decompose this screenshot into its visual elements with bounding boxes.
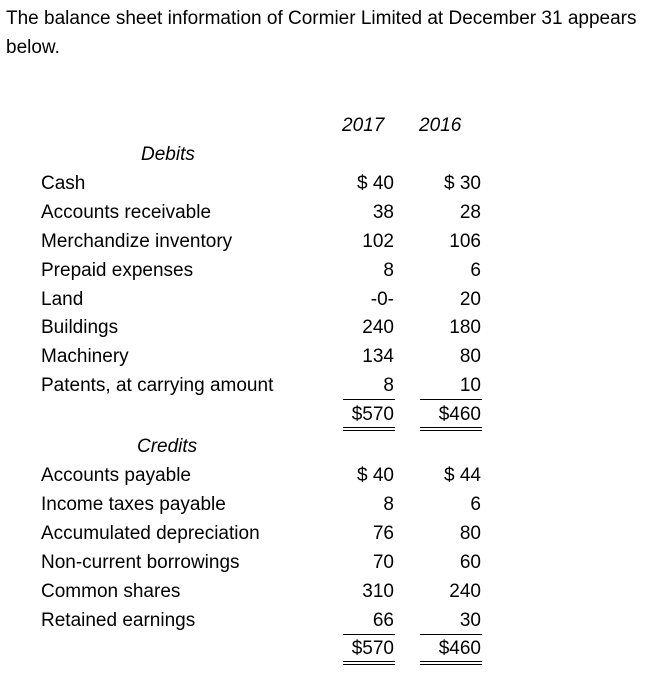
credit-total-double-rule-2016: [420, 661, 482, 665]
debit-row-2016: 20: [459, 289, 481, 310]
debit-row-2017: 8: [383, 260, 394, 281]
year-header-2017: 2017: [342, 115, 385, 136]
debit-subtotal-rule-2017: [343, 399, 395, 400]
credit-row-2017: $ 40: [357, 465, 394, 486]
credit-row-2016: 240: [449, 581, 481, 602]
credit-row-2016: 80: [459, 523, 481, 544]
credit-row-label: Non-current borrowings: [41, 552, 240, 573]
debit-row-2017: 38: [372, 202, 394, 223]
credit-row-2017: 70: [372, 552, 394, 573]
credit-row-2017: 76: [372, 523, 394, 544]
credit-row-2016: $ 44: [444, 465, 481, 486]
credit-row-2017: 66: [372, 610, 394, 631]
debit-row-2017: 8: [383, 375, 394, 396]
debit-total-2016: $460: [438, 404, 481, 425]
credit-row-label: Accumulated depreciation: [41, 523, 260, 544]
debit-row-2017: 102: [362, 231, 394, 252]
credit-row-2017: 8: [383, 494, 394, 515]
credit-row-label: Retained earnings: [41, 610, 196, 631]
debit-row-label: Patents, at carrying amount: [41, 375, 274, 396]
debit-subtotal-rule-2016: [420, 399, 482, 400]
debit-total-double-rule-2016: [420, 427, 482, 431]
credit-total-2017: $570: [351, 638, 394, 659]
debit-row-2016: 180: [449, 317, 481, 338]
debit-row-2016: 10: [459, 375, 481, 396]
debit-row-label: Machinery: [41, 346, 129, 367]
credit-row-2016: 6: [470, 494, 481, 515]
debit-total-double-rule-2017: [343, 427, 395, 431]
debit-row-label: Prepaid expenses: [41, 260, 194, 281]
credit-row-label: Income taxes payable: [41, 494, 226, 515]
credits-heading: Credits: [137, 436, 198, 457]
year-header-2016: 2016: [419, 115, 462, 136]
debit-row-label: Cash: [41, 173, 86, 194]
debit-row-2016: 106: [449, 231, 481, 252]
debit-row-label: Land: [41, 289, 84, 310]
credit-row-2017: 310: [362, 581, 394, 602]
credit-total-2016: $460: [438, 638, 481, 659]
debit-row-2016: 28: [459, 202, 481, 223]
debit-row-2017: $ 40: [357, 173, 394, 194]
debit-row-2017: -0-: [370, 289, 394, 310]
debit-row-2016: 80: [459, 346, 481, 367]
credit-row-2016: 30: [459, 610, 481, 631]
intro-text: The balance sheet information of Cormier Limited at December 31 appears below.: [6, 8, 637, 58]
credit-total-double-rule-2017: [343, 661, 395, 665]
debit-row-label: Buildings: [41, 317, 119, 338]
debits-heading: Debits: [141, 144, 195, 165]
credit-row-label: Accounts payable: [41, 465, 191, 486]
debit-row-2016: 6: [470, 260, 481, 281]
debit-row-2016: $ 30: [444, 173, 481, 194]
credit-subtotal-rule-2016: [420, 634, 482, 635]
debit-row-label: Merchandize inventory: [41, 231, 233, 252]
credit-row-label: Common shares: [41, 581, 181, 602]
debit-row-label: Accounts receivable: [41, 202, 212, 223]
debit-total-2017: $570: [351, 404, 394, 425]
credit-row-2016: 60: [459, 552, 481, 573]
debit-row-2017: 134: [362, 346, 394, 367]
debit-row-2017: 240: [362, 317, 394, 338]
credit-subtotal-rule-2017: [343, 634, 395, 635]
